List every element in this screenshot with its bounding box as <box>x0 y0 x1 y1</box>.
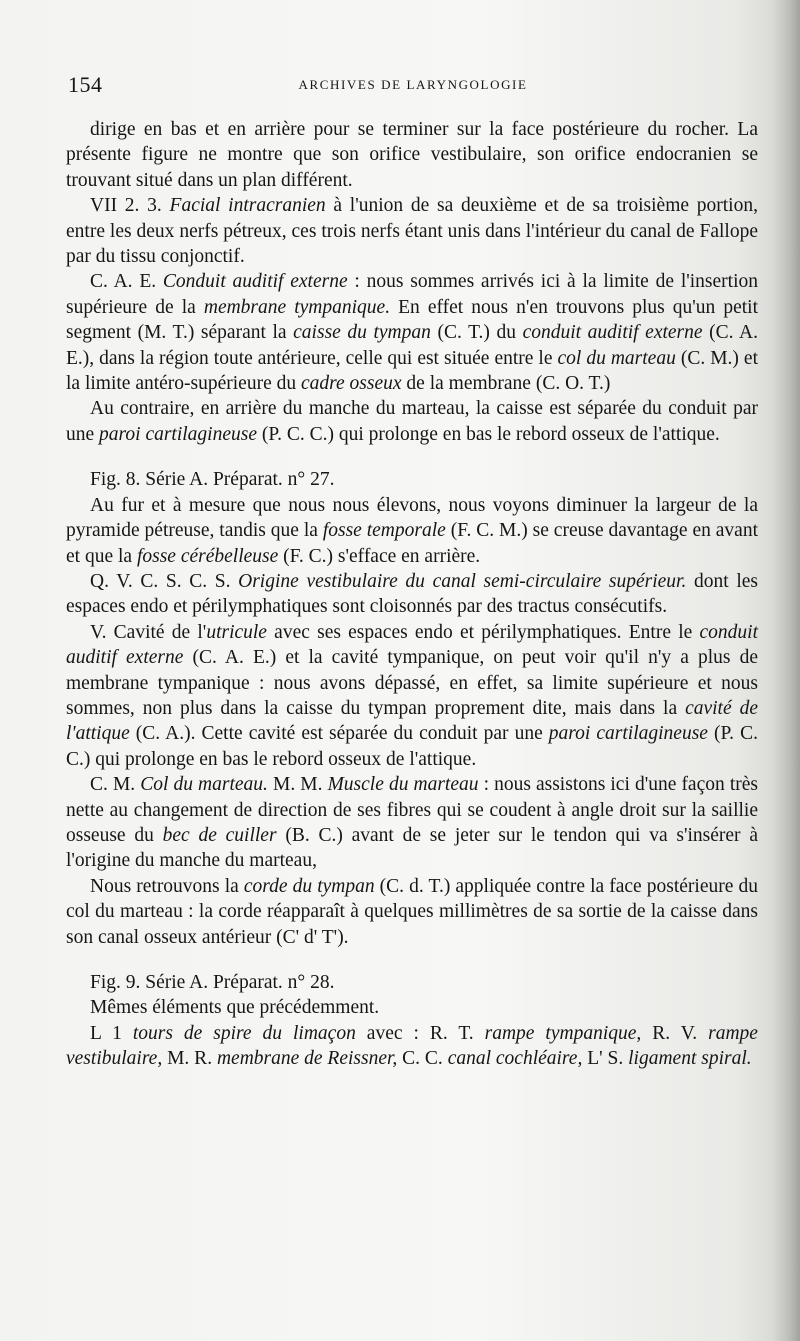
running-head: ARCHIVES DE LARYNGOLOGIE <box>298 77 528 92</box>
text-run: L' S. <box>582 1048 629 1070</box>
text-run: : nous sommes arrivés ici à la limite de l'insertion supérieure de la <box>66 271 758 318</box>
italic-term: fosse temporale <box>322 520 446 542</box>
text-run: Mêmes éléments que précédemment. <box>90 997 380 1019</box>
paragraph <box>66 995 758 1020</box>
paragraph <box>66 193 758 269</box>
page-header <box>68 72 758 100</box>
italic-term: cadre osseux <box>301 373 402 395</box>
text-run: (P. C. C.) qui prolonge en bas le rebord osseux de l'attique. <box>257 423 720 445</box>
italic-term: fosse cérébelleuse <box>136 545 279 567</box>
text-run: (F. C.) s'efface en arrière. <box>278 545 481 567</box>
paragraph <box>66 569 758 620</box>
text-run: C. M. <box>90 774 141 796</box>
text-run: Nous retrouvons la <box>90 875 244 897</box>
paragraph <box>66 1021 758 1072</box>
italic-term: caisse du tympan <box>293 322 431 344</box>
text-run: : nous assistons ici d'une façon très nette au changement de direction de ses fibres qui se coudent à angle droit sur la saillie osseuse du <box>66 774 758 846</box>
text-run: dirige en bas et en arrière pour se terminer sur la face postérieure du rocher. La présente figure ne montre que son orifice vestibulaire, son orifice endocranien se trouvant situé dans un plan différent. <box>66 119 758 191</box>
paragraph <box>66 772 758 874</box>
text-run: (C. T.) du <box>430 322 523 344</box>
italic-term: bec de cuiller <box>162 824 277 846</box>
text-run: Fig. 9. Série A. Préparat. n° 28. <box>90 972 335 993</box>
text-run: Q. V. C. S. C. S. <box>90 570 239 592</box>
italic-term: rampe tympanique, <box>484 1022 642 1044</box>
text-run: (B. C.) avant de se jeter sur le tendon qui va s'insérer à l'origine du manche du marteau, <box>66 824 758 872</box>
text-run: M. M. <box>267 774 328 796</box>
italic-term: paroi cartilagineuse <box>99 423 258 445</box>
text-run: M. R. <box>162 1048 217 1070</box>
text-run: C. A. E. <box>90 271 163 293</box>
italic-term: col du marteau <box>557 347 676 369</box>
text-run: (C. A. E.) et la cavité tympanique, on peut voir qu'il n'y a plus de membrane tympanique : nous avons dépassé, en effet, sa limite supérieure et nous sommes, non plus dans la caisse du tympan proprement dite, mais dans la <box>66 647 758 719</box>
italic-term: Origine vestibulaire du canal semi-circulaire supérieur. <box>238 570 687 592</box>
text-run: R. V. <box>641 1022 709 1044</box>
paragraph <box>66 874 758 950</box>
text-run: (F. C. M.) se creuse davantage en avant et que la <box>66 520 758 567</box>
text-run: Fig. 8. Série A. Préparat. n° 27. <box>90 469 335 491</box>
italic-term: ligament spiral. <box>628 1048 752 1070</box>
italic-term: Col du marteau. <box>140 774 268 796</box>
text-run: (C. M.) et la limite antéro-supérieure du <box>66 347 758 395</box>
italic-term: Conduit auditif externe <box>162 271 348 293</box>
text-run: V. Cavité de l' <box>90 621 207 643</box>
text-run: Au contraire, en arrière du manche du marteau, la caisse est séparée du conduit par une <box>66 398 758 445</box>
paragraph <box>66 467 758 492</box>
italic-term: conduit auditif externe <box>522 322 703 344</box>
text-run: Au fur et à mesure que nous nous élevons, nous voyons diminuer la largeur de la pyramide pétreuse, tandis que la <box>66 494 758 542</box>
text-run: En effet nous n'en trouvons plus qu'un petit segment (M. T.) séparant la <box>66 296 759 344</box>
text-run: C. C. <box>397 1048 448 1070</box>
italic-term: membrane tympanique. <box>203 296 391 318</box>
paragraph <box>66 970 758 995</box>
paragraph <box>66 117 758 193</box>
paragraph <box>66 620 758 772</box>
paragraph <box>66 269 758 396</box>
italic-term: paroi cartilagineuse <box>548 723 708 745</box>
italic-term: Muscle du marteau <box>327 774 479 796</box>
italic-term: tours de spire du limaçon <box>132 1022 356 1044</box>
italic-term: Facial intracranien <box>169 195 326 217</box>
page-number: 154 <box>68 72 103 97</box>
italic-term: corde du tympan <box>243 875 375 897</box>
italic-term: utricule <box>206 621 267 643</box>
text-run: de la membrane (C. O. T.) <box>401 373 611 395</box>
italic-term: canal cochléaire, <box>447 1048 583 1070</box>
gutter-shadow <box>772 0 800 1341</box>
italic-term: conduit auditif externe <box>66 621 758 669</box>
paragraph <box>66 396 758 447</box>
text-run: (C. A. E.), dans la région toute antérieure, celle qui est située entre le <box>66 322 758 369</box>
text-run: avec : R. T. <box>355 1022 485 1044</box>
italic-term: membrane de Reissner, <box>216 1048 398 1070</box>
body-text <box>66 117 758 1072</box>
text-run: VII 2. 3. <box>90 195 170 217</box>
text-run: L 1 <box>90 1022 133 1044</box>
italic-term: rampe vestibulaire, <box>66 1022 758 1070</box>
text-run: (C. A.). Cette cavité est séparée du conduit par une <box>129 723 549 745</box>
text-run: (C. d. T.) appliquée contre la face postérieure du col du marteau : la corde réapparaît à quelques millimètres de sa sortie de la caisse dans son canal osseux antérieur (C' d' T'). <box>66 875 758 948</box>
text-run: (P. C. C.) qui prolonge en bas le rebord osseux de l'attique. <box>66 723 758 770</box>
text-run: à l'union de sa deuxième et de sa troisième portion, entre les deux nerfs pétreux, ces trois nerfs étant unis dans l'intérieur du canal de Fallope par du tissu conjonctif. <box>66 195 758 268</box>
text-run: avec ses espaces endo et périlymphatiques. Entre le <box>266 621 700 643</box>
paragraph <box>66 493 758 569</box>
text-run: dont les espaces endo et périlymphatiques sont cloisonnés par des tractus consécutifs. <box>66 570 758 618</box>
italic-term: cavité de l'attique <box>66 697 758 745</box>
